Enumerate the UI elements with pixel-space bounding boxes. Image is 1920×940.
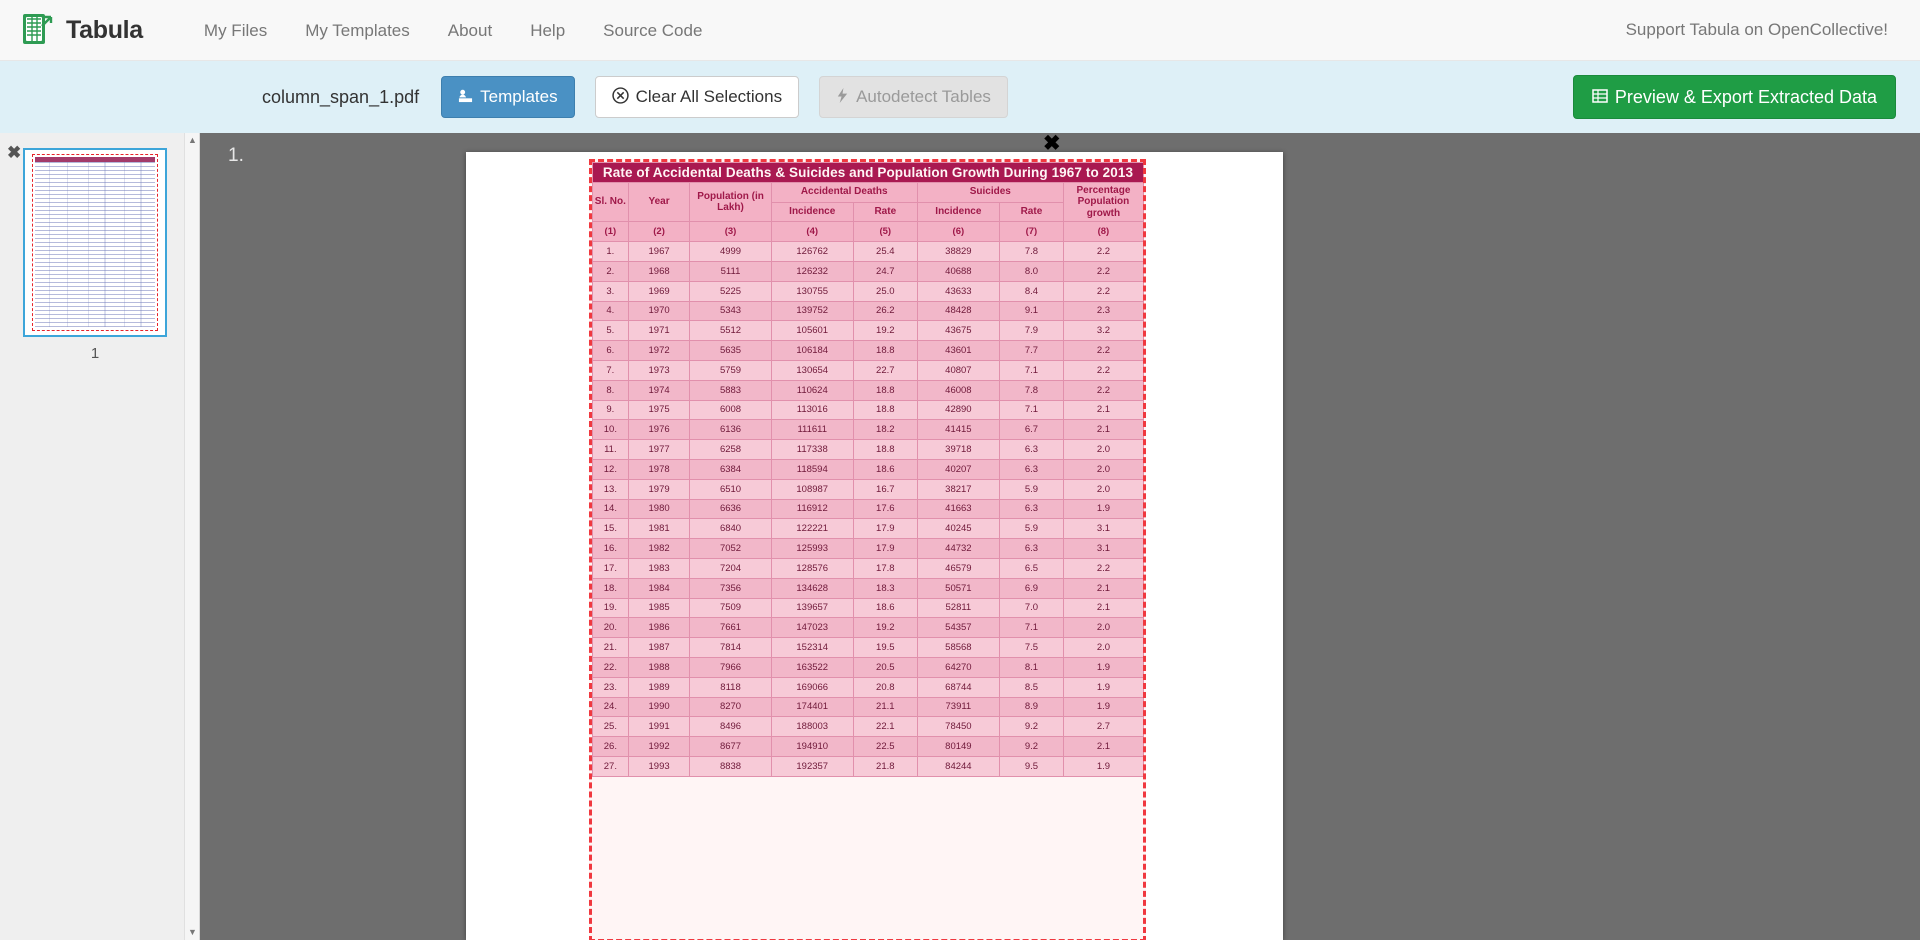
- table-cell: 134628: [771, 578, 853, 598]
- autodetect-tables-label: Autodetect Tables: [856, 87, 991, 106]
- table-cell: 2.2: [1063, 380, 1143, 400]
- colnum-1: (1): [593, 222, 629, 242]
- table-cell: 1985: [628, 598, 690, 618]
- table-cell: 38217: [917, 479, 999, 499]
- table-cell: 9.2: [1000, 717, 1064, 737]
- table-cell: 2.0: [1063, 459, 1143, 479]
- table-cell: 6384: [690, 459, 771, 479]
- table-cell: 21.: [593, 638, 629, 658]
- page-thumbnail-item[interactable]: [23, 148, 167, 362]
- table-cell: 5759: [690, 360, 771, 380]
- table-cell: 7.7: [1000, 341, 1064, 361]
- table-cell: 18.6: [853, 598, 917, 618]
- table-cell: 80149: [917, 737, 999, 757]
- autodetect-tables-button[interactable]: [819, 76, 1008, 118]
- table-cell: 3.: [593, 281, 629, 301]
- table-cell: 7.8: [1000, 242, 1064, 262]
- table-cell: 5111: [690, 261, 771, 281]
- table-cell: 194910: [771, 737, 853, 757]
- table-cell: 105601: [771, 321, 853, 341]
- header-su-incidence: Incidence: [917, 202, 999, 222]
- table-cell: 50571: [917, 578, 999, 598]
- table-cell: 130654: [771, 360, 853, 380]
- table-cell: 8.4: [1000, 281, 1064, 301]
- support-link[interactable]: Support Tabula on OpenCollective!: [1625, 20, 1888, 39]
- table-cell: 24.: [593, 697, 629, 717]
- table-cell: 17.6: [853, 499, 917, 519]
- table-cell: 5883: [690, 380, 771, 400]
- templates-button[interactable]: [441, 76, 574, 118]
- table-cell: 7.5: [1000, 638, 1064, 658]
- header-su-rate: Rate: [1000, 202, 1064, 222]
- header-percentage-population-growth: Percentage Population growth: [1063, 182, 1143, 222]
- table-cell: 2.0: [1063, 479, 1143, 499]
- table-cell: 4.: [593, 301, 629, 321]
- table-cell: 2.2: [1063, 558, 1143, 578]
- table-cell: 169066: [771, 677, 853, 697]
- table-cell: 19.: [593, 598, 629, 618]
- table-cell: 58568: [917, 638, 999, 658]
- table-cell: 8.1: [1000, 657, 1064, 677]
- table-cell: 8677: [690, 737, 771, 757]
- table-cell: 40207: [917, 459, 999, 479]
- table-cell: 39718: [917, 440, 999, 460]
- table-cell: 48428: [917, 301, 999, 321]
- table-cell: 12.: [593, 459, 629, 479]
- table-cell: 5225: [690, 281, 771, 301]
- table-cell: 7.1: [1000, 400, 1064, 420]
- document-toolbar: [0, 61, 1920, 133]
- sidebar-scrollbar[interactable]: [184, 133, 199, 940]
- table-cell: 5.9: [1000, 479, 1064, 499]
- table-cell: 52811: [917, 598, 999, 618]
- table-cell: 43675: [917, 321, 999, 341]
- table-cell: 25.4: [853, 242, 917, 262]
- remove-selection-icon[interactable]: ✖: [1043, 133, 1061, 155]
- table-cell: 20.8: [853, 677, 917, 697]
- colnum-5: (5): [853, 222, 917, 242]
- table-cell: 2.2: [1063, 360, 1143, 380]
- table-cell: 26.2: [853, 301, 917, 321]
- brand[interactable]: [22, 12, 143, 48]
- table-cell: 6258: [690, 440, 771, 460]
- table-cell: 1986: [628, 618, 690, 638]
- table-cell: 6136: [690, 420, 771, 440]
- table-cell: 1977: [628, 440, 690, 460]
- table-cell: 6.5: [1000, 558, 1064, 578]
- table-cell: 1968: [628, 261, 690, 281]
- table-cell: 1981: [628, 519, 690, 539]
- table-cell: 14.: [593, 499, 629, 519]
- table-cell: 43633: [917, 281, 999, 301]
- table-cell: 16.7: [853, 479, 917, 499]
- table-cell: 9.5: [1000, 756, 1064, 776]
- table-cell: 40688: [917, 261, 999, 281]
- table-cell: 3.1: [1063, 519, 1143, 539]
- table-cell: 1989: [628, 677, 690, 697]
- nav-links: [185, 0, 721, 61]
- table-cell: 6.7: [1000, 420, 1064, 440]
- preview-export-label: Preview & Export Extracted Data: [1614, 86, 1877, 107]
- table-cell: 4999: [690, 242, 771, 262]
- table-cell: 2.0: [1063, 638, 1143, 658]
- table-cell: 3.2: [1063, 321, 1143, 341]
- table-cell: 2.1: [1063, 598, 1143, 618]
- table-cell: 188003: [771, 717, 853, 737]
- table-cell: 1.: [593, 242, 629, 262]
- table-cell: 1974: [628, 380, 690, 400]
- colnum-2: (2): [628, 222, 690, 242]
- table-cell: 3.1: [1063, 539, 1143, 559]
- table-cell: 2.1: [1063, 420, 1143, 440]
- table-cell: 2.3: [1063, 301, 1143, 321]
- document-filename: column_span_1.pdf: [262, 86, 420, 107]
- table-cell: 8.0: [1000, 261, 1064, 281]
- table-cell: 17.9: [853, 519, 917, 539]
- table-cell: 7.0: [1000, 598, 1064, 618]
- colnum-8: (8): [1063, 222, 1143, 242]
- table-cell: 40807: [917, 360, 999, 380]
- table-cell: 125993: [771, 539, 853, 559]
- header-ad-rate: Rate: [853, 202, 917, 222]
- table-cell: 1978: [628, 459, 690, 479]
- table-cell: 18.6: [853, 459, 917, 479]
- colnum-6: (6): [917, 222, 999, 242]
- table-cell: 43601: [917, 341, 999, 361]
- table-cell: 152314: [771, 638, 853, 658]
- table-cell: 19.5: [853, 638, 917, 658]
- table-cell: 8.5: [1000, 677, 1064, 697]
- table-cell: 2.2: [1063, 341, 1143, 361]
- table-cell: 8496: [690, 717, 771, 737]
- clear-selections-button[interactable]: [595, 76, 799, 118]
- clear-circle-icon: [612, 87, 629, 107]
- table-cell: 6.3: [1000, 459, 1064, 479]
- table-cell: 1992: [628, 737, 690, 757]
- table-cell: 7.: [593, 360, 629, 380]
- thumbnail-selection-box: [32, 154, 158, 331]
- table-cell: 46008: [917, 380, 999, 400]
- table-cell: 7966: [690, 657, 771, 677]
- table-cell: 6.9: [1000, 578, 1064, 598]
- nav-link-my-templates[interactable]: My Templates: [305, 20, 410, 40]
- table-cell: 84244: [917, 756, 999, 776]
- table-cell: 7.8: [1000, 380, 1064, 400]
- table-cell: 2.: [593, 261, 629, 281]
- close-sidebar-icon[interactable]: ✖: [7, 143, 22, 162]
- table-cell: 20.: [593, 618, 629, 638]
- table-cell: 7814: [690, 638, 771, 658]
- brand-name: Tabula: [66, 15, 143, 44]
- pdf-viewer: [200, 133, 1920, 940]
- table-cell: 18.8: [853, 341, 917, 361]
- nav-link-about[interactable]: About: [447, 20, 493, 40]
- table-cell: 118594: [771, 459, 853, 479]
- table-cell: 24.7: [853, 261, 917, 281]
- table-cell: 2.2: [1063, 242, 1143, 262]
- table-cell: 1.9: [1063, 756, 1143, 776]
- colnum-4: (4): [771, 222, 853, 242]
- table-cell: 13.: [593, 479, 629, 499]
- table-cell: 9.1: [1000, 301, 1064, 321]
- table-cell: 9.2: [1000, 737, 1064, 757]
- table-cell: 8.9: [1000, 697, 1064, 717]
- table-cell: 1979: [628, 479, 690, 499]
- table-cell: 113016: [771, 400, 853, 420]
- table-cell: 22.1: [853, 717, 917, 737]
- colnum-3: (3): [690, 222, 771, 242]
- table-cell: 18.8: [853, 400, 917, 420]
- table-cell: 6.: [593, 341, 629, 361]
- table-cell: 147023: [771, 618, 853, 638]
- table-cell: 108987: [771, 479, 853, 499]
- table-cell: 1993: [628, 756, 690, 776]
- table-cell: 1980: [628, 499, 690, 519]
- table-cell: 139752: [771, 301, 853, 321]
- template-icon: [458, 88, 473, 106]
- table-cell: 6840: [690, 519, 771, 539]
- table-cell: 2.0: [1063, 440, 1143, 460]
- selection-index-label: 1.: [228, 145, 244, 166]
- table-cell: 1975: [628, 400, 690, 420]
- table-cell: 22.5: [853, 737, 917, 757]
- table-cell: 26.: [593, 737, 629, 757]
- table-cell: 40245: [917, 519, 999, 539]
- table-cell: 1969: [628, 281, 690, 301]
- table-cell: 110624: [771, 380, 853, 400]
- tabula-logo-icon: [22, 12, 56, 48]
- table-cell: 21.8: [853, 756, 917, 776]
- table-cell: 1982: [628, 539, 690, 559]
- nav-link-help[interactable]: Help: [530, 20, 566, 40]
- table-cell: 192357: [771, 756, 853, 776]
- workspace: [0, 133, 1920, 940]
- table-cell: 1972: [628, 341, 690, 361]
- header-accidental-deaths: Accidental Deaths: [771, 182, 917, 202]
- table-cell: 139657: [771, 598, 853, 618]
- table-cell: 20.5: [853, 657, 917, 677]
- table-cell: 1976: [628, 420, 690, 440]
- table-cell: 174401: [771, 697, 853, 717]
- table-cell: 2.1: [1063, 400, 1143, 420]
- table-cell: 130755: [771, 281, 853, 301]
- preview-export-button[interactable]: [1573, 75, 1896, 119]
- table-title: Rate of Accidental Deaths & Suicides and Population Growth During 1967 to 2013: [593, 163, 1144, 183]
- table-cell: 27.: [593, 756, 629, 776]
- table-cell: 1983: [628, 558, 690, 578]
- table-cell: 2.1: [1063, 737, 1143, 757]
- table-cell: 122221: [771, 519, 853, 539]
- table-cell: 7509: [690, 598, 771, 618]
- table-cell: 6.3: [1000, 440, 1064, 460]
- table-cell: 73911: [917, 697, 999, 717]
- header-ad-incidence: Incidence: [771, 202, 853, 222]
- table-cell: 1971: [628, 321, 690, 341]
- nav-link-my-files[interactable]: My Files: [203, 20, 268, 40]
- table-cell: 11.: [593, 440, 629, 460]
- clear-selections-label: Clear All Selections: [635, 87, 783, 106]
- table-cell: 9.: [593, 400, 629, 420]
- header-sl-no: Sl. No.: [593, 182, 629, 222]
- table-cell: 1984: [628, 578, 690, 598]
- table-cell: 5343: [690, 301, 771, 321]
- table-cell: 18.2: [853, 420, 917, 440]
- table-cell: 8118: [690, 677, 771, 697]
- table-cell: 6008: [690, 400, 771, 420]
- table-cell: 54357: [917, 618, 999, 638]
- table-cell: 18.: [593, 578, 629, 598]
- table-cell: 5.: [593, 321, 629, 341]
- page-thumbnail-sidebar: [0, 133, 200, 940]
- nav-link-source-code[interactable]: Source Code: [603, 20, 703, 40]
- table-cell: 117338: [771, 440, 853, 460]
- header-population: Population (in Lakh): [690, 182, 771, 222]
- table-export-icon: [1592, 88, 1608, 107]
- table-cell: 46579: [917, 558, 999, 578]
- table-cell: 68744: [917, 677, 999, 697]
- table-cell: 6510: [690, 479, 771, 499]
- table-cell: 7356: [690, 578, 771, 598]
- table-cell: 21.1: [853, 697, 917, 717]
- table-cell: 19.2: [853, 618, 917, 638]
- table-cell: 2.0: [1063, 618, 1143, 638]
- table-cell: 17.8: [853, 558, 917, 578]
- table-cell: 10.: [593, 420, 629, 440]
- table-cell: 5512: [690, 321, 771, 341]
- header-year: Year: [628, 182, 690, 222]
- table-cell: 6636: [690, 499, 771, 519]
- table-cell: 163522: [771, 657, 853, 677]
- table-cell: 5.9: [1000, 519, 1064, 539]
- table-cell: 1.9: [1063, 499, 1143, 519]
- table-selection-box[interactable]: [589, 159, 1146, 940]
- table-cell: 23.: [593, 677, 629, 697]
- table-cell: 1990: [628, 697, 690, 717]
- table-cell: 17.9: [853, 539, 917, 559]
- table-cell: 78450: [917, 717, 999, 737]
- table-cell: 25.: [593, 717, 629, 737]
- table-cell: 7.1: [1000, 618, 1064, 638]
- table-cell: 1.9: [1063, 657, 1143, 677]
- table-cell: 2.2: [1063, 261, 1143, 281]
- table-cell: 18.3: [853, 578, 917, 598]
- table-cell: 19.2: [853, 321, 917, 341]
- table-cell: 1988: [628, 657, 690, 677]
- table-cell: 2.2: [1063, 281, 1143, 301]
- table-cell: 6.3: [1000, 539, 1064, 559]
- table-cell: 128576: [771, 558, 853, 578]
- header-suicides: Suicides: [917, 182, 1063, 202]
- table-cell: 1991: [628, 717, 690, 737]
- table-cell: 2.7: [1063, 717, 1143, 737]
- table-cell: 22.7: [853, 360, 917, 380]
- table-cell: 7.1: [1000, 360, 1064, 380]
- table-cell: 1987: [628, 638, 690, 658]
- top-navbar: [0, 0, 1920, 61]
- table-cell: 126232: [771, 261, 853, 281]
- table-cell: 8838: [690, 756, 771, 776]
- table-cell: 2.1: [1063, 578, 1143, 598]
- table-cell: 106184: [771, 341, 853, 361]
- table-cell: 25.0: [853, 281, 917, 301]
- page-thumbnail-label: 1: [90, 345, 100, 362]
- table-cell: 42890: [917, 400, 999, 420]
- colnum-7: (7): [1000, 222, 1064, 242]
- scroll-down-icon[interactable]: ▼: [188, 927, 197, 937]
- table-cell: 38829: [917, 242, 999, 262]
- page-thumbnail[interactable]: [23, 148, 167, 337]
- lightning-icon: [836, 88, 849, 106]
- table-cell: 1970: [628, 301, 690, 321]
- table-cell: 1.9: [1063, 697, 1143, 717]
- table-cell: 17.: [593, 558, 629, 578]
- table-cell: 126762: [771, 242, 853, 262]
- table-cell: 41663: [917, 499, 999, 519]
- table-cell: 111611: [771, 420, 853, 440]
- table-cell: 64270: [917, 657, 999, 677]
- table-cell: 8270: [690, 697, 771, 717]
- table-cell: 6.3: [1000, 499, 1064, 519]
- table-cell: 1973: [628, 360, 690, 380]
- table-cell: 16.: [593, 539, 629, 559]
- table-cell: 22.: [593, 657, 629, 677]
- pdf-page[interactable]: [466, 152, 1283, 940]
- table-cell: 18.8: [853, 380, 917, 400]
- table-cell: 7204: [690, 558, 771, 578]
- table-cell: 8.: [593, 380, 629, 400]
- table-cell: 1967: [628, 242, 690, 262]
- table-cell: 5635: [690, 341, 771, 361]
- table-cell: 44732: [917, 539, 999, 559]
- templates-button-label: Templates: [480, 87, 558, 106]
- table-cell: 41415: [917, 420, 999, 440]
- table-cell: 15.: [593, 519, 629, 539]
- scroll-up-icon[interactable]: ▲: [188, 135, 197, 145]
- table-cell: 1.9: [1063, 677, 1143, 697]
- table-cell: 7.9: [1000, 321, 1064, 341]
- table-cell: 7052: [690, 539, 771, 559]
- table-cell: 116912: [771, 499, 853, 519]
- table-cell: 18.8: [853, 440, 917, 460]
- table-cell: 7661: [690, 618, 771, 638]
